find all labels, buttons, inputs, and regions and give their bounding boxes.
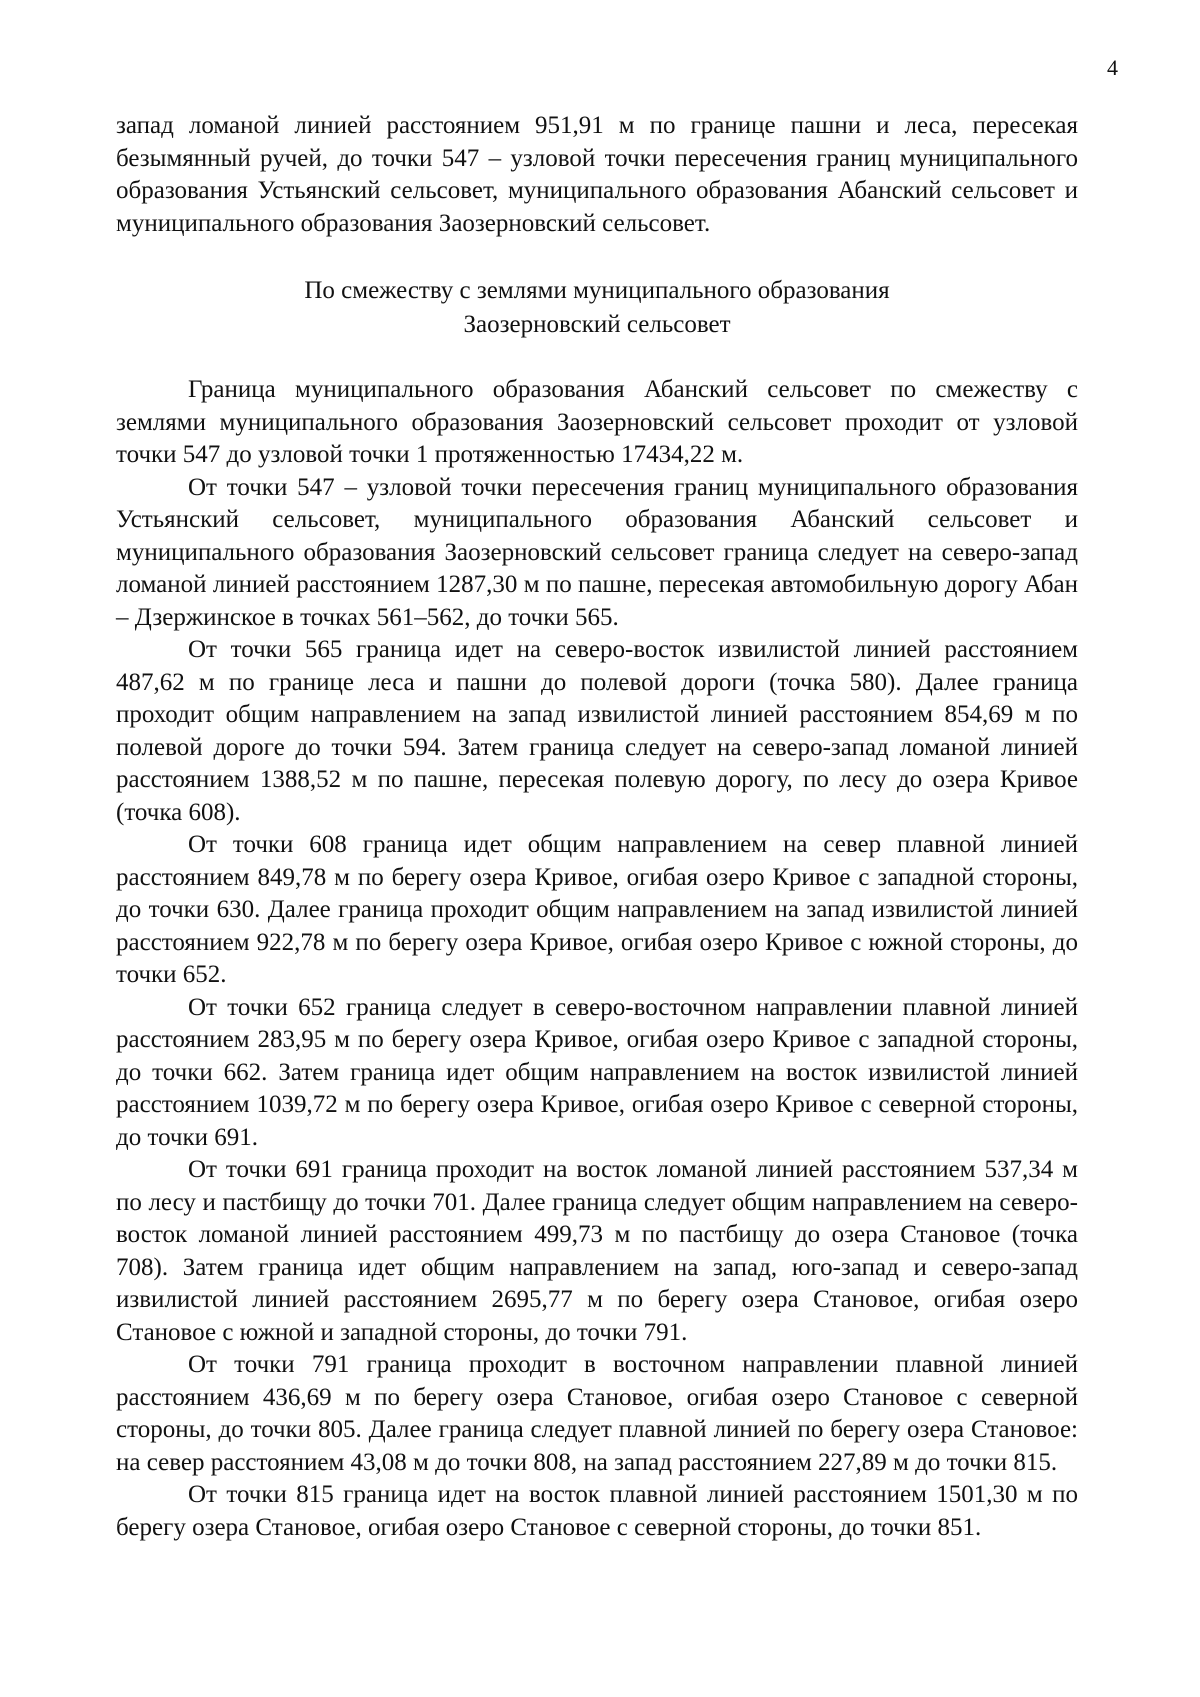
paragraph-5: От точки 652 граница следует в северо-восточном направлении плавной линией расстоянием 283,95 м по берегу озера Кривое, огибая озеро Кривое с западной стороны, до точки 662. Затем граница идет общим направлением на восток извилистой линией расстоянием 1039,72 м по берегу озера Кривое, огибая озеро Кривое с северной стороны, до точки 691. <box>116 993 1078 1151</box>
paragraph-3: От точки 565 граница идет на северо-восток извилистой линией расстоянием 487,62 м по границе леса и пашни до полевой дороги (точка 580). Далее граница проходит общим направлением на запад извилистой линией расстоянием 854,69 м по полевой дороге до точки 594. Затем граница следует на северо-запад ломаной линией расстоянием 1388,52 м по пашне, пересекая полевую дорогу, по лесу до озера Кривое (точка 608). <box>116 636 1078 826</box>
page-number: 4 <box>1107 55 1118 80</box>
paragraph-8: От точки 815 граница идет на восток плавной линией расстоянием 1501,30 м по берегу озера Становое, огибая озеро Становое с северной стороны, до точки 851. <box>116 1481 1078 1541</box>
paragraph-1: Граница муниципального образования Абанский сельсовет по смежеству с землями муниципального образования Заозерновский сельсовет проходит от узловой точки 547 до узловой точки 1 протяженностью 17434,22 м. <box>116 376 1078 468</box>
paragraph-2: От точки 547 – узловой точки пересечения границ муниципального образования Устьянский сельсовет, муниципального образования Абанский сельсовет и муниципального образования Заозерновский сельсовет граница следует на северо-запад ломаной линией расстоянием 1287,30 м по пашне, пересекая автомобильную дорогу Абан – Дзержинское в точках 561–562, до точки 565. <box>116 473 1078 631</box>
intro-paragraph: запад ломаной линией расстоянием 951,91 м по границе пашни и леса, пересекая безымянный ручей, до точки 547 – узловой точки пересечения границ муниципального образования Устьянский сельсовет, муниципального образования Абанский сельсовет и муниципального образования Заозерновский сельсовет. <box>116 112 1078 237</box>
section-heading-line-2: Заозерновский сельсовет <box>463 311 731 338</box>
paragraph-4: От точки 608 граница идет общим направлением на север плавной линией расстоянием 849,78 м по берегу озера Кривое, огибая озеро Кривое с западной стороны, до точки 630. Далее граница проходит общим направлением на запад извилистой линией расстоянием 922,78 м по берегу озера Кривое, огибая озеро Кривое с южной стороны, до точки 652. <box>116 831 1078 988</box>
section-heading-line-1: По смежеству с землями муниципального образования <box>304 277 890 304</box>
document-body <box>116 110 1078 1544</box>
section-heading <box>116 274 1078 342</box>
paragraph-6: От точки 691 граница проходит на восток ломаной линией расстоянием 537,34 м по лесу и пастбищу до точки 701. Далее граница следует общим направлением на северо-восток ломаной линией расстоянием 499,73 м по пастбищу до озера Становое (точка 708). Затем граница идет общим направлением на запад, юго-запад и северо-запад извилистой линией расстоянием 2695,77 м по берегу озера Становое, огибая озеро Становое с южной и западной стороны, до точки 791. <box>116 1156 1078 1346</box>
paragraph-7: От точки 791 граница проходит в восточном направлении плавной линией расстоянием 436,69 м по берегу озера Становое, огибая озеро Становое с северной стороны, до точки 805. Далее граница следует плавной линией по берегу озера Становое: на север расстоянием 43,08 м до точки 808, на запад расстоянием 227,89 м до точки 815. <box>116 1351 1078 1476</box>
